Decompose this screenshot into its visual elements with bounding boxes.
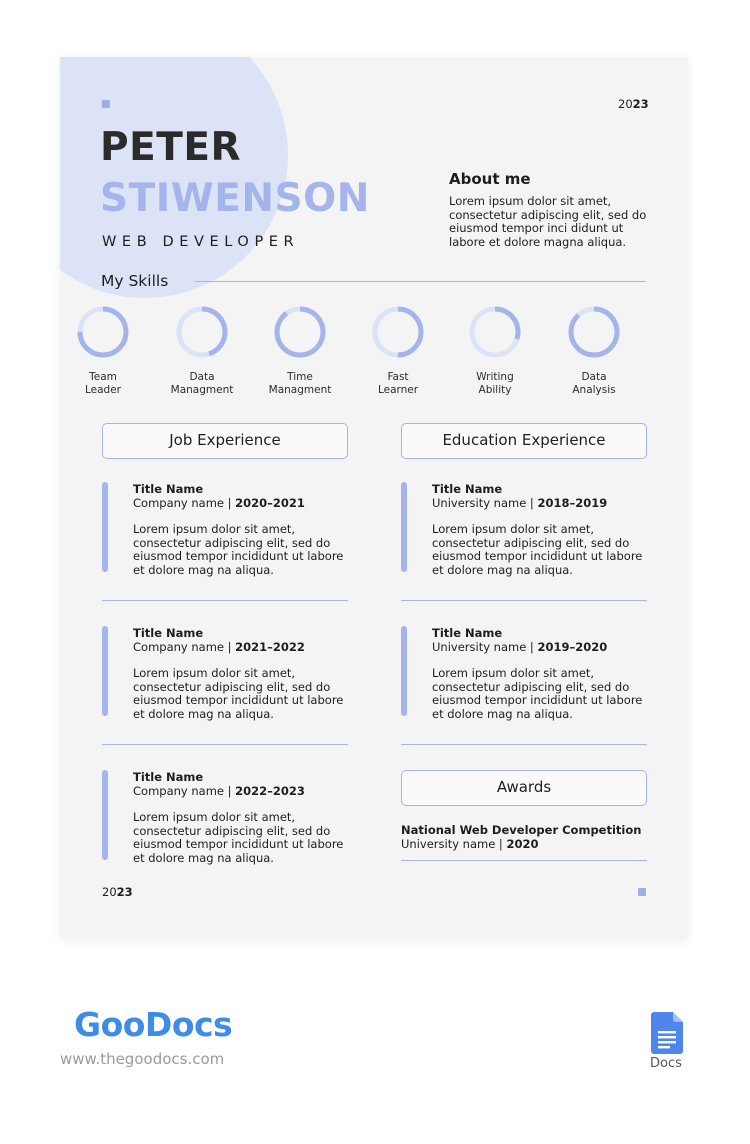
entry-org: Company name | 2022–2023 [133, 784, 305, 798]
about-heading: About me [449, 170, 531, 188]
year-bottom: 2023 [102, 885, 133, 899]
first-name: PETER [100, 125, 241, 170]
entry-divider [401, 744, 647, 745]
entry-accent-bar [401, 626, 407, 716]
skill-label: Data Managment [170, 371, 234, 396]
skill-label: Time Managment [268, 371, 332, 396]
goodocs-logo[interactable]: GooDocs [74, 1005, 233, 1044]
entry-description: Lorem ipsum dolor sit amet, consectetur adipiscing elit, sed do eiusmod tempor incididunt ut labore et dolore mag na aliqua. [133, 666, 344, 722]
awards-divider [401, 860, 647, 861]
entry-body [432, 626, 654, 722]
skill-donut [371, 305, 425, 359]
award-title: National Web Developer Competition [401, 823, 642, 837]
entry-accent-bar [102, 482, 108, 572]
skill-label: Team Leader [84, 371, 121, 396]
skill-donut-fill [277, 309, 323, 355]
education-experience-heading: Education Experience [401, 423, 647, 459]
year-top: 2023 [618, 97, 649, 111]
about-text: Lorem ipsum dolor sit amet, consectetur adipiscing elit, sed do eiusmod tempor inci didunt ut labore et dolore magna aliqua. [449, 194, 647, 250]
entry-divider [401, 600, 647, 601]
skill-item [348, 305, 448, 396]
last-name: STIWENSON [100, 176, 370, 221]
entry-accent-bar [401, 482, 407, 572]
entry-title: Title Name [133, 626, 204, 640]
entry-org: Company name | 2020–2021 [133, 496, 305, 510]
decorative-square [638, 888, 646, 896]
skill-donut [175, 305, 229, 359]
entry-body [133, 770, 355, 866]
docs-label: Docs [650, 1056, 682, 1071]
skill-donut-fill [571, 309, 617, 355]
entry-title: Title Name [432, 626, 503, 640]
skills-divider [195, 281, 646, 282]
skill-item [152, 305, 252, 396]
skill-donut [567, 305, 621, 359]
resume-page [60, 57, 688, 939]
entry-org: University name | 2018–2019 [432, 496, 608, 510]
entry-accent-bar [102, 626, 108, 716]
job-role: WEB DEVELOPER [102, 234, 300, 250]
entry-body [432, 482, 654, 578]
entry-title: Title Name [432, 482, 503, 496]
entry-title: Title Name [133, 482, 204, 496]
website-url[interactable]: www.thegoodocs.com [60, 1050, 225, 1068]
entry-body [133, 626, 355, 722]
entry-divider [102, 744, 348, 745]
awards-heading: Awards [401, 770, 647, 806]
skill-label: Fast Learner [377, 371, 419, 396]
entry-description: Lorem ipsum dolor sit amet, consectetur adipiscing elit, sed do eiusmod tempor incididunt ut labore et dolore mag na aliqua. [432, 522, 643, 578]
skill-item [60, 305, 153, 396]
skill-item [250, 305, 350, 396]
google-docs-icon[interactable] [651, 1012, 683, 1054]
entry-description: Lorem ipsum dolor sit amet, consectetur adipiscing elit, sed do eiusmod tempor incididunt ut labore et dolore mag na aliqua. [432, 666, 643, 722]
skills-heading: My Skills [101, 272, 169, 290]
entry-description: Lorem ipsum dolor sit amet, consectetur adipiscing elit, sed do eiusmod tempor incididunt ut labore et dolore mag na aliqua. [133, 522, 344, 578]
entry-body [133, 482, 355, 578]
entry-divider [102, 600, 348, 601]
entry-title: Title Name [133, 770, 204, 784]
job-experience-heading: Job Experience [102, 423, 348, 459]
skill-item [544, 305, 644, 396]
skill-donut [273, 305, 327, 359]
skill-label: Data Analysis [572, 371, 616, 396]
entry-org: Company name | 2021–2022 [133, 640, 305, 654]
skill-donut [76, 305, 130, 359]
entry-accent-bar [102, 770, 108, 860]
decorative-square [102, 100, 110, 108]
skill-item [445, 305, 545, 396]
skill-label: Writing Ability [476, 371, 514, 396]
award-subtitle: University name | 2020 [401, 837, 539, 851]
entry-description: Lorem ipsum dolor sit amet, consectetur adipiscing elit, sed do eiusmod tempor incididunt ut labore et dolore mag na aliqua. [133, 810, 344, 866]
skill-donut [468, 305, 522, 359]
entry-org: University name | 2019–2020 [432, 640, 608, 654]
